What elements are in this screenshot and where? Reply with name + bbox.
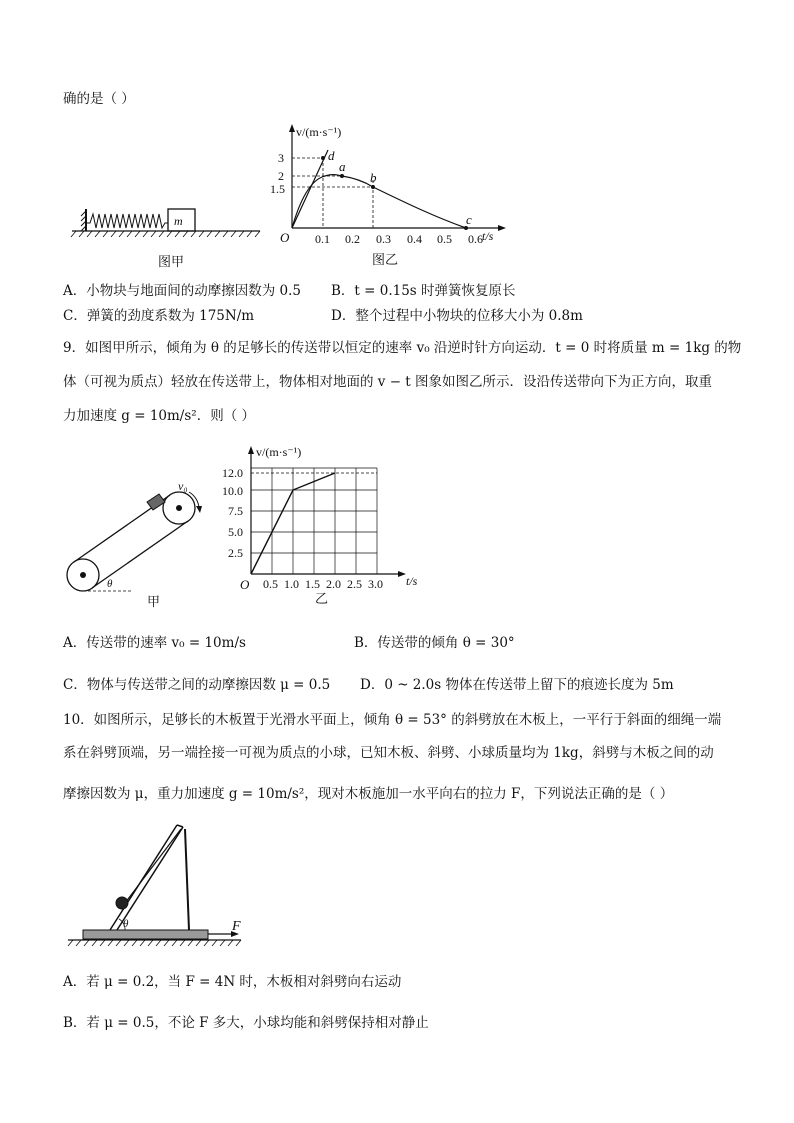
q9-ytick: 7.5 [228,504,243,518]
q8-option-d: D．整个过程中小物块的位移大小为 0.8m [331,308,583,324]
q10-stem-line2: 系在斜劈顶端，另一端拴接一可视为质点的小球，已知木板、斜劈、小球质量均为 1kg，斜劈与木板之间的动 [63,745,714,761]
q8-option-a: A．小物块与地面间的动摩擦因数为 0.5 [63,283,302,299]
q8-origin: O [280,230,290,245]
q8-xlabel: t/s [482,229,494,243]
q10-theta: θ [123,918,129,930]
q10-force: F [232,919,241,934]
q9-xtick: 2.5 [347,577,362,591]
q9-stem-line2: 体（可视为质点）轻放在传送带上，物体相对地面的 v − t 图象如图乙所示．设沿传送带向下为正方向，取重 [63,374,713,390]
point-b: b [370,170,377,185]
q9-option-b: B．传送带的倾角 θ = 30° [354,635,515,651]
q8-fig-right-caption: 图乙 [372,253,399,268]
q9-conveyor-figure [63,470,213,595]
q9-ytick: 2.5 [228,546,243,560]
curve-bc [373,187,466,228]
q8-ytick-3: 3 [278,151,284,165]
board [83,930,208,939]
q8-xtick: 0.3 [376,232,391,246]
belt-v0: v₀ [178,479,188,493]
q8-vt-graph [270,120,515,250]
q10-option-a: A．若 μ = 0.2，当 F = 4N 时，木板相对斜劈向右运动 [63,974,402,990]
q8-xtick: 0.1 [315,232,330,246]
q8-ytick-2: 2 [278,169,284,183]
q8-option-b: B．t = 0.15s 时弹簧恢复原长 [331,283,516,299]
q8-spring-figure [70,195,270,250]
point-a: a [339,159,346,174]
point-d: d [328,148,335,163]
q8-xtick: 0.2 [345,232,360,246]
q9-vt-graph [220,440,435,590]
point-c: c [466,212,472,227]
q8-ytick-1.5: 1.5 [270,182,285,196]
q9-xtick: 1.0 [284,577,299,591]
q9-xtick: 1.5 [305,577,320,591]
q9-fig-right-caption: 乙 [315,592,329,607]
q8-ylabel: v/(m·s⁻¹) [296,125,342,139]
q9-xtick: 2.0 [326,577,341,591]
q9-stem-line3: 力加速度 g = 10m/s²．则（ ） [63,408,255,424]
q10-option-b: B．若 μ = 0.5，不论 F 多大，小球均能和斜劈保持相对静止 [63,1015,429,1031]
q9-stem-line1: 9．如图甲所示，倾角为 θ 的足够长的传送带以恒定的速率 v₀ 沿逆时针方向运动．t = 0 时将质量 m = 1kg 的物 [63,340,742,356]
object-on-belt [147,494,165,510]
q8-stem-tail: 确的是（ ） [63,91,135,107]
q10-wedge-figure [65,815,255,955]
q8-xtick: 0.6 [468,232,483,246]
block-label: m [174,214,183,228]
q9-ytick: 12.0 [222,466,243,480]
q9-origin: O [240,577,250,592]
belt-theta: θ [107,578,113,590]
q9-ytick: 5.0 [228,525,243,539]
q9-xtick: 3.0 [368,577,383,591]
q8-option-c: C．弹簧的劲度系数为 175N/m [63,308,255,324]
q9-xlabel: t/s [406,574,418,588]
spring [86,214,168,228]
q9-ytick: 10.0 [222,484,243,498]
q9-ylabel: v/(m·s⁻¹) [256,445,302,459]
q8-xtick: 0.5 [437,232,452,246]
q8-fig-left-caption: 图甲 [158,255,185,270]
q8-xtick: 0.4 [407,232,422,246]
q9-fig-left-caption: 甲 [147,595,161,610]
q10-stem-line3: 摩擦因数为 μ，重力加速度 g = 10m/s²，现对木板施加一水平向右的拉力 F，下列说法正确的是（ ） [63,786,674,802]
q9-option-d: D．0 ~ 2.0s 物体在传送带上留下的痕迹长度为 5m [360,677,674,693]
q9-option-c: C．物体与传送带之间的动摩擦因数 μ = 0.5 [63,677,331,693]
q9-option-a: A．传送带的速率 v₀ = 10m/s [63,635,246,651]
ball [116,897,128,909]
q9-xtick: 0.5 [263,577,278,591]
q10-stem-line1: 10．如图所示，足够长的木板置于光滑水平面上，倾角 θ = 53° 的斜劈放在木板上，一平行于斜面的细绳一端 [63,712,722,728]
